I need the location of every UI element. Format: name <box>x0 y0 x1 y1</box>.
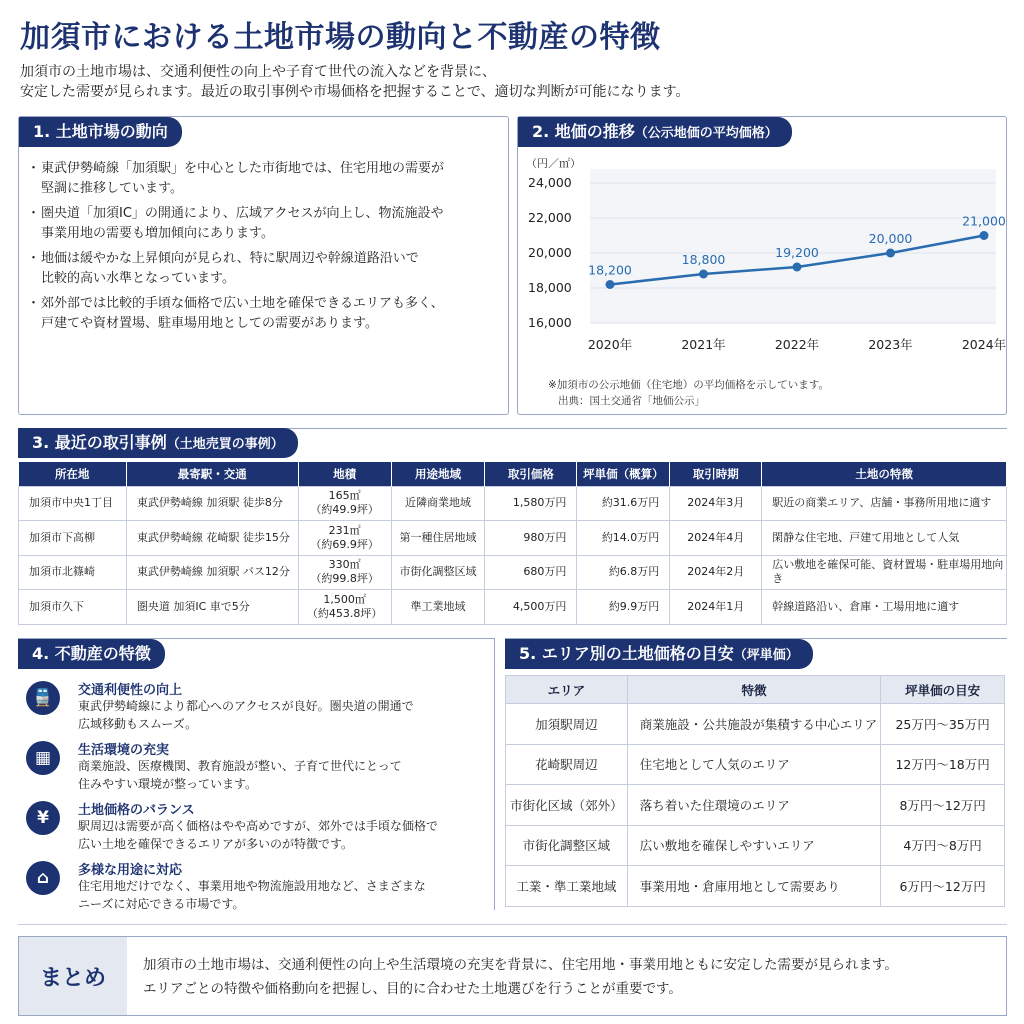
table-cell: 商業施設・公共施設が集積する中心エリア <box>627 704 880 745</box>
area-price-table <box>505 675 1005 907</box>
table-cell: 閑静な住宅地、戸建て用地として人気 <box>762 521 1007 556</box>
section5-heading <box>505 639 813 669</box>
section2-heading <box>518 117 792 147</box>
feature-desc-line: 広域移動もスムーズ。 <box>78 717 198 731</box>
feature-desc-line: 住みやすい環境が整っています。 <box>78 777 258 791</box>
table-cell: 広い敷地を確保可能、資材置場・駐車場用地向き <box>762 555 1007 590</box>
column-header: 特徴 <box>627 676 880 704</box>
feature-desc-line: 商業施設、医療機関、教育施設が整い、子育て世代にとって <box>78 759 402 773</box>
table-cell: 準工業地域 <box>391 590 485 625</box>
table-cell <box>298 521 391 556</box>
feature-title: 土地価格のバランス <box>78 803 195 818</box>
table-cell: 駅近の商業エリア、店舗・事務所用地に適す <box>762 486 1007 521</box>
column-header: 最寄駅・交通 <box>126 462 298 486</box>
chart-source: 出典：国土交通省「地価公示」 <box>558 395 705 407</box>
table-cell: 2024年4月 <box>670 521 762 556</box>
land-price-chart-panel <box>517 116 1007 415</box>
table-cell: 加須市久下 <box>19 590 127 625</box>
building-icon: ▦ <box>26 741 60 775</box>
section5-heading-sub: （坪単価） <box>733 648 799 663</box>
section3-heading-text: 3. 最近の取引事例 <box>32 433 167 452</box>
cell-line: 165㎡ <box>328 489 361 503</box>
list-item-line: ・ 地価は緩やかな上昇傾向が見られ、特に駅周辺や幹線道路沿いで <box>41 251 419 266</box>
data-label: 18,800 <box>681 252 726 267</box>
table-cell: 市街化調整区域 <box>391 555 485 590</box>
cell-line: （約49.9坪） <box>310 503 379 517</box>
section2-heading-text: 2. 地価の推移 <box>532 122 635 141</box>
table-row <box>506 866 1005 907</box>
land-price-chart <box>518 153 1006 373</box>
table-cell: 25万円〜35万円 <box>881 704 1005 745</box>
table-cell: 加須市中央1丁目 <box>19 486 127 521</box>
table-row <box>506 785 1005 826</box>
data-point <box>606 280 615 289</box>
table-cell: 1,580万円 <box>485 486 577 521</box>
table-cell: 東武伊勢崎線 加須駅 徒歩8分 <box>126 486 298 521</box>
page-title: 加須市における土地市場の動向と不動産の特徴 <box>20 20 661 55</box>
list-item-line: 戸建てや資材置場、駐車場用地としての需要があります。 <box>41 316 378 331</box>
train-icon: 🚆 <box>26 681 60 715</box>
list-item <box>29 249 499 289</box>
column-header: 坪単価の目安 <box>881 676 1005 704</box>
cell-line: （約453.8坪） <box>306 606 383 620</box>
table-cell: 6万円〜12万円 <box>881 866 1005 907</box>
feature-title: 生活環境の充実 <box>78 743 170 758</box>
x-tick-label: 2022年 <box>774 337 820 352</box>
table-cell: 工業・準工業地域 <box>506 866 628 907</box>
table-header-row <box>19 462 1007 486</box>
summary-line: エリアごとの特徴や価格動向を把握し、目的に合わせた土地選びを行うことが重要です。 <box>143 981 682 997</box>
y-tick-label: 22,000 <box>528 210 572 225</box>
feature-title: 交通利便性の向上 <box>78 683 183 698</box>
table-cell: 加須駅周辺 <box>506 704 628 745</box>
list-item-line: ・ 東武伊勢崎線「加須駅」を中心とした市街地では、住宅用地の需要が <box>41 161 445 176</box>
table-row <box>19 555 1007 590</box>
list-item <box>29 294 499 334</box>
table-cell: 980万円 <box>485 521 577 556</box>
yen-icon: ¥ <box>26 801 60 835</box>
table-cell: 約14.0万円 <box>577 521 670 556</box>
table-cell: 幹線道路沿い、倉庫・工場用地に適す <box>762 590 1007 625</box>
cell-line: 1,500㎡ <box>323 592 366 606</box>
y-axis-label: （円／㎡） <box>526 157 581 170</box>
table-row <box>19 521 1007 556</box>
table-cell: 近隣商業地域 <box>391 486 485 521</box>
table-cell: 事業用地・倉庫用地として需要あり <box>627 866 880 907</box>
feature-desc <box>78 697 468 733</box>
x-tick-label: 2020年 <box>587 337 633 352</box>
data-label: 20,000 <box>868 231 913 246</box>
factory-icon: ⌂ <box>26 861 60 895</box>
column-header: 取引価格 <box>485 462 577 486</box>
list-item-line: ・ 圏央道「加須IC」の開通により、広域アクセスが向上し、物流施設や <box>41 206 444 221</box>
property-features-panel <box>18 638 495 910</box>
list-item-line: 比較的高い水準となっています。 <box>41 271 235 286</box>
list-item-line: 堅調に推移しています。 <box>41 181 183 196</box>
list-item <box>29 204 499 244</box>
table-cell: 市街化調整区域 <box>506 825 628 866</box>
data-label: 19,200 <box>775 245 819 260</box>
intro-line: 安定した需要が見られます。最近の取引事例や市場価格を把握することで、適切な判断が可能になります。 <box>20 84 690 100</box>
feature-desc <box>78 877 468 913</box>
intro-text <box>20 62 689 102</box>
feature-desc-line: 住宅用地だけでなく、事業用地や物流施設用地など、さまざまな <box>78 879 426 893</box>
table-row <box>19 486 1007 521</box>
table-cell: 加須市下高柳 <box>19 521 127 556</box>
transaction-table <box>18 462 1007 625</box>
table-cell: 12万円〜18万円 <box>881 744 1005 785</box>
intro-line: 加須市の土地市場は、交通利便性の向上や子育て世代の流入などを背景に、 <box>20 64 496 80</box>
table-body <box>506 704 1005 907</box>
market-trend-list <box>29 159 499 339</box>
table-cell: 8万円〜12万円 <box>881 785 1005 826</box>
table-cell: 圏央道 加須IC 車で5分 <box>126 590 298 625</box>
table-cell: 住宅地として人気のエリア <box>627 744 880 785</box>
chart-note-line: ※加須市の公示地価（住宅地）の平均価格を示しています。 <box>548 379 829 391</box>
table-cell: 東武伊勢崎線 加須駅 バス12分 <box>126 555 298 590</box>
summary-line: 加須市の土地市場は、交通利便性の向上や生活環境の充実を背景に、住宅用地・事業用地ともに安定した需要が見られます。 <box>143 957 898 973</box>
table-header-row <box>506 676 1005 704</box>
area-price-panel <box>505 638 1007 910</box>
feature-title: 多様な用途に対応 <box>78 863 183 878</box>
table-cell: 2024年2月 <box>670 555 762 590</box>
table-cell: 約6.8万円 <box>577 555 670 590</box>
feature-desc <box>78 817 468 853</box>
table-cell <box>298 555 391 590</box>
cell-line: （約69.9坪） <box>310 537 379 551</box>
table-body <box>19 486 1007 624</box>
table-cell: 落ち着いた住環境のエリア <box>627 785 880 826</box>
table-cell: 約31.6万円 <box>577 486 670 521</box>
column-header: 用途地域 <box>391 462 485 486</box>
data-label: 18,200 <box>588 262 632 278</box>
column-header: 取引時期 <box>670 462 762 486</box>
table-cell: 680万円 <box>485 555 577 590</box>
table-cell: 東武伊勢崎線 花崎駅 徒歩15分 <box>126 521 298 556</box>
data-label: 21,000 <box>962 213 1006 229</box>
cell-line: 231㎡ <box>328 523 361 537</box>
table-row <box>19 590 1007 625</box>
table-cell: 第一種住居地域 <box>391 521 485 556</box>
x-tick-label: 2023年 <box>868 337 913 352</box>
cell-line: 330㎡ <box>328 558 361 572</box>
x-tick-label: 2021年 <box>681 337 726 352</box>
cell-line: （約99.8坪） <box>310 572 379 586</box>
column-header: エリア <box>506 676 628 704</box>
table-cell: 4,500万円 <box>485 590 577 625</box>
table-cell: 2024年1月 <box>670 590 762 625</box>
table-cell: 加須市北篠崎 <box>19 555 127 590</box>
feature-desc-line: 駅周辺は需要が高く価格はやや高めですが、郊外では手頃な価格で <box>78 819 439 833</box>
summary-text <box>143 953 898 1001</box>
table-cell: 広い敷地を確保しやすいエリア <box>627 825 880 866</box>
list-item-line: 事業用地の需要も増加傾向にあります。 <box>41 226 274 241</box>
column-header: 所在地 <box>19 462 127 486</box>
data-point <box>980 231 989 240</box>
table-cell: 2024年3月 <box>670 486 762 521</box>
feature-desc <box>78 757 468 793</box>
table-row <box>506 704 1005 745</box>
feature-desc-line: 広い土地を確保できるエリアが多いのが特徴です。 <box>78 837 354 851</box>
market-trend-panel <box>18 116 509 415</box>
column-header: 地積 <box>298 462 391 486</box>
section1-heading: 1. 土地市場の動向 <box>19 117 182 147</box>
y-tick-label: 18,000 <box>528 280 572 295</box>
summary-label: まとめ <box>19 937 127 1015</box>
column-header: 坪単価（概算） <box>577 462 670 486</box>
table-cell: 市街化区域（郊外） <box>506 785 628 826</box>
section4-heading: 4. 不動産の特徴 <box>18 639 165 669</box>
feature-desc-line: ニーズに対応できる市場です。 <box>78 897 245 911</box>
list-item-line: ・ 郊外部では比較的手頃な価格で広い土地を確保できるエリアも多く、 <box>41 296 444 311</box>
table-cell: 4万円〜8万円 <box>881 825 1005 866</box>
list-item <box>29 159 499 199</box>
section3-heading <box>18 428 298 458</box>
feature-desc-line: 東武伊勢崎線により都心へのアクセスが良好。圏央道の開通で <box>78 699 414 713</box>
table-row <box>506 825 1005 866</box>
data-point <box>699 270 708 279</box>
table-row <box>506 744 1005 785</box>
data-point <box>886 249 895 258</box>
table-cell: 約9.9万円 <box>577 590 670 625</box>
table-cell: 花崎駅周辺 <box>506 744 628 785</box>
summary-box <box>18 936 1007 1016</box>
column-header: 土地の特徴 <box>762 462 1007 486</box>
y-tick-label: 24,000 <box>528 175 572 190</box>
x-tick-label: 2024年 <box>961 337 1006 352</box>
y-tick-label: 20,000 <box>528 245 572 260</box>
section5-heading-text: 5. エリア別の土地価格の目安 <box>519 644 734 663</box>
y-tick-label: 16,000 <box>528 315 572 330</box>
table-cell <box>298 486 391 521</box>
summary-divider <box>18 924 1007 925</box>
table-cell <box>298 590 391 625</box>
section3-heading-sub: （土地売買の事例） <box>166 437 284 452</box>
data-point <box>793 263 802 272</box>
chart-note <box>548 377 829 409</box>
section2-heading-sub: （公示地価の平均価格） <box>634 126 778 141</box>
